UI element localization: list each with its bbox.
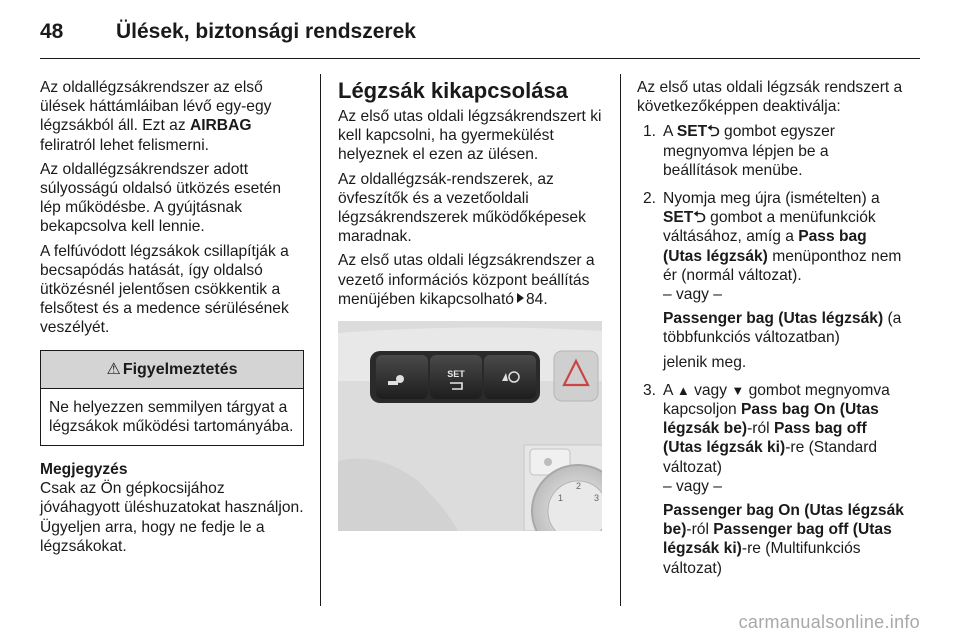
steps-list [637, 122, 907, 577]
warning-text: Ne helyezzen semmilyen tárgyat a légzsákok működési tartományába. [49, 398, 294, 435]
paragraph: Az oldallégzsák-rendszerek, az övfeszítők és a vezetőoldali légzsákrendszerek működőképesek maradnak. [338, 170, 586, 246]
list-item: 2. Nyomja meg újra (ismételten) a SET⮌ gombot a menüfunkciók váltásához, amíg a Pass bag (Utas légzsák) menüponthoz nem ér (normál változat). – vagy – Passenger bag (Utas légzsák) (a többfunkciós változatban) jelenik meg. [637, 189, 907, 372]
warning-icon: ⚠ [106, 360, 121, 378]
section-title: Légzsák kikapcsolása [338, 78, 568, 103]
dashboard-illustration [338, 321, 602, 531]
back-icon: ⮌ [693, 209, 706, 227]
paragraph: jelenik meg. [663, 353, 747, 371]
list-item: 3. A ▲ vagy ▼ gombot megnyomva kapcsoljon Pass bag On (Utas légzsák be)-ról Pass bag off (Utas légzsák ki)-re (Standard változat) – vagy – Passenger bag On (Utas légzsák be)-ról Passenger bag off (Utas légzsák ki)-re (Multifunkciós változat) [637, 381, 907, 578]
page-reference-arrow-icon [517, 293, 524, 303]
down-arrow-icon: ▼ [731, 382, 745, 398]
alternative-separator: – vagy – [663, 286, 722, 304]
warning-box [40, 350, 304, 446]
paragraph: Passenger bag On (Utas légzsák be)-ról Passenger bag off (Utas légzsák ki)-re (Multifunkciós változat) [663, 502, 904, 577]
svg-text:3: 3 [594, 493, 600, 504]
paragraph: Az első utas oldali légzsákrendszert ki kell kapcsolni, ha gyermekülést helyeznek el ezen az ülésen. [338, 108, 602, 164]
column-divider [620, 74, 621, 606]
chapter-title: Ülések, biztonsági rendszerek [116, 20, 416, 43]
alternative-separator: – vagy – [663, 477, 722, 495]
column-left [40, 78, 304, 561]
svg-text:2: 2 [576, 481, 582, 492]
header-divider [40, 58, 920, 59]
back-icon: ⮌ [707, 123, 720, 141]
paragraph: Az első utas oldali légzsákrendszer a vezető információs központ beállítás menüjében kikapcsolható 84. [338, 252, 595, 308]
note-title: Megjegyzés [40, 461, 128, 479]
warning-header [41, 351, 303, 389]
list-item: 1. A SET⮌ gombot egyszer megnyomva lépjen be a beállítások menübe. [643, 123, 835, 179]
paragraph: Passenger bag (Utas légzsák) (a többfunkciós változatban) [663, 310, 902, 347]
note-text: Csak az Ön gépkocsijához jóváhagyott üléshuzatokat használjon. Ügyeljen arra, hogy ne fedje le a légzsákokat. [40, 480, 304, 555]
paragraph: Az oldallégzsákrendszer az első ülések háttámláiban lévő egy-egy légzsákból áll. Ezt az AIRBAG feliratról lehet felismerni. [40, 79, 272, 154]
up-arrow-icon: ▲ [676, 382, 690, 398]
paragraph: Az első utas oldali légzsák rendszert a következőképpen deaktiválja: [637, 79, 903, 116]
airbag-button [484, 355, 536, 399]
svg-text:1: 1 [558, 493, 564, 504]
column-middle [338, 78, 604, 531]
dashboard-switch-photo [338, 321, 602, 531]
paragraph: Az oldallégzsákrendszer adott súlyosságú oldalsó ütközés esetén lép működésbe. A gyújtásnak bekapcsolva kell lennie. [40, 160, 281, 236]
page-number: 48 [40, 20, 64, 43]
column-divider [320, 74, 321, 606]
column-right [637, 78, 907, 587]
page-header [40, 18, 920, 56]
paragraph: A felfúvódott légzsákok csillapítják a becsapódás hatását, így oldalsó ütközésnél jelentősen csökkentik a felsőtest és a medence sérülésének veszélyét. [40, 242, 289, 337]
watermark: carmanualsonline.info [738, 612, 920, 632]
warning-title: Figyelmeztetés [122, 360, 238, 378]
set-label: SET [447, 369, 465, 380]
